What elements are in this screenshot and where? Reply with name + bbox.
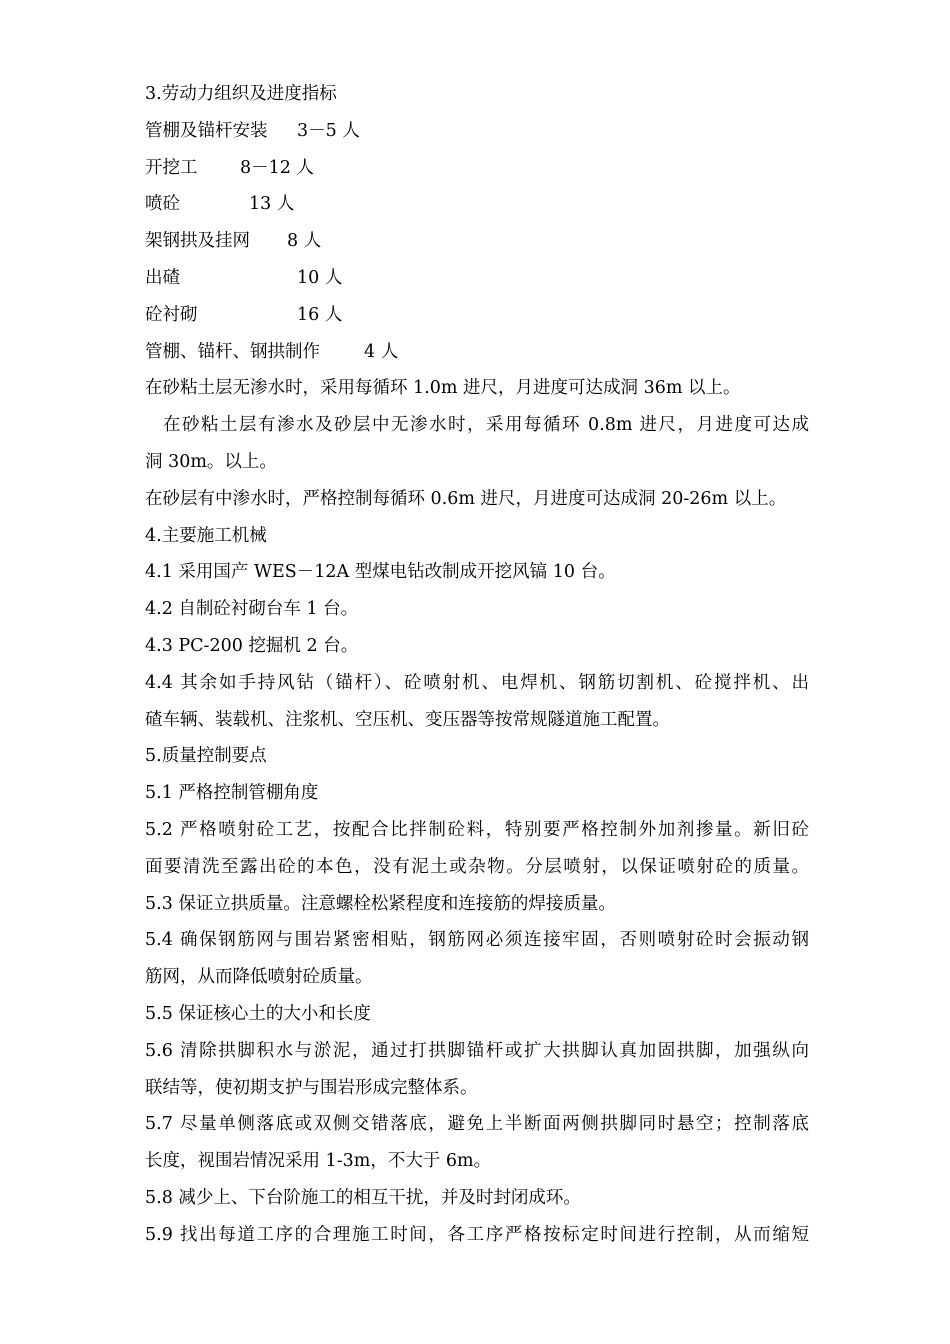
quality-item-cont: 联结等，使初期支护与围岩形成完整体系。 [145,1077,478,1098]
labor-row [145,223,809,260]
labor-role: 架钢拱及挂网 [145,231,250,252]
section-heading-4: 4.主要施工机械 [145,525,267,546]
labor-count: 3－5 人 [297,120,360,141]
labor-row [145,150,809,187]
quality-item-cont: 面要清洗至露出砼的本色，没有泥土或杂物。分层喷射，以保证喷射砼的质量。 [145,856,809,877]
quality-item: 5.6 清除拱脚积水与淤泥，通过打拱脚锚杆或扩大拱脚认真加固拱脚，加强纵向 [145,1040,809,1061]
progress-paragraph: 在砂粘土层有渗水及砂层中无渗水时，采用每循环 0.8m 进尺，月进度可达成 [163,415,809,436]
quality-item: 5.2 严格喷射砼工艺，按配合比拌制砼料，特别要严格控制外加剂掺量。新旧砼 [145,819,809,840]
progress-paragraph-cont: 洞 30m。以上。 [145,451,277,472]
labor-role: 砼衬砌 [145,304,198,325]
quality-item: 5.8 减少上、下台阶施工的相互干扰，并及时封闭成环。 [145,1187,581,1208]
section-heading-5: 5.质量控制要点 [145,746,267,767]
machinery-item: 4.1 采用国产 WES－12A 型煤电钻改制成开挖风镐 10 台。 [145,562,616,583]
labor-count: 13 人 [249,194,295,215]
labor-count: 16 人 [297,304,343,325]
quality-item: 5.3 保证立拱质量。注意螺栓松紧程度和连接筋的焊接质量。 [145,893,616,914]
machinery-item: 4.2 自制砼衬砌台车 1 台。 [145,599,359,620]
quality-item: 5.7 尽量单侧落底或双侧交错落底，避免上半断面两侧拱脚同时悬空；控制落底 [145,1114,809,1135]
labor-row [145,297,809,334]
machinery-item: 4.4 其余如手持风钻（锚杆）、砼喷射机、电焊机、钢筋切割机、砼搅拌机、出 [145,672,809,693]
document-body [145,76,809,1254]
progress-paragraph: 在砂层有中渗水时，严格控制每循环 0.6m 进尺，月进度可达成洞 20-26m 以上。 [145,488,787,509]
quality-item: 5.9 找出每道工序的合理施工时间，各工序严格按标定时间进行控制，从而缩短 [145,1224,809,1245]
labor-row [145,186,809,223]
labor-count: 4 人 [364,341,399,362]
machinery-item: 4.3 PC-200 挖掘机 2 台。 [145,635,359,656]
labor-role: 喷砼 [145,194,180,215]
labor-role: 管棚及锚杆安装 [145,120,268,141]
quality-item: 5.4 确保钢筋网与围岩紧密相贴，钢筋网必须连接牢固，否则喷射砼时会振动钢 [145,930,809,951]
labor-role: 开挖工 [145,157,198,178]
labor-count: 8－12 人 [240,157,314,178]
quality-item: 5.1 严格控制管棚角度 [145,783,319,804]
quality-item: 5.5 保证核心土的大小和长度 [145,1003,371,1024]
labor-count: 10 人 [297,267,343,288]
progress-paragraph: 在砂粘土层无渗水时，采用每循环 1.0m 进尺，月进度可达成洞 36m 以上。 [145,378,741,399]
labor-row [145,260,809,297]
quality-item-cont: 长度，视围岩情况采用 1-3m，不大于 6m。 [145,1151,492,1172]
section-heading-3: 3.劳动力组织及进度指标 [145,84,337,104]
labor-role: 出碴 [145,267,180,288]
labor-row [145,334,809,371]
quality-item-cont: 筋网，从而降低喷射砼质量。 [145,967,373,988]
labor-row [145,113,809,150]
labor-role: 管棚、锚杆、钢拱制作 [145,341,320,362]
labor-count: 8 人 [287,231,322,252]
machinery-item-cont: 碴车辆、装载机、注浆机、空压机、变压器等按常规隧道施工配置。 [145,709,670,730]
